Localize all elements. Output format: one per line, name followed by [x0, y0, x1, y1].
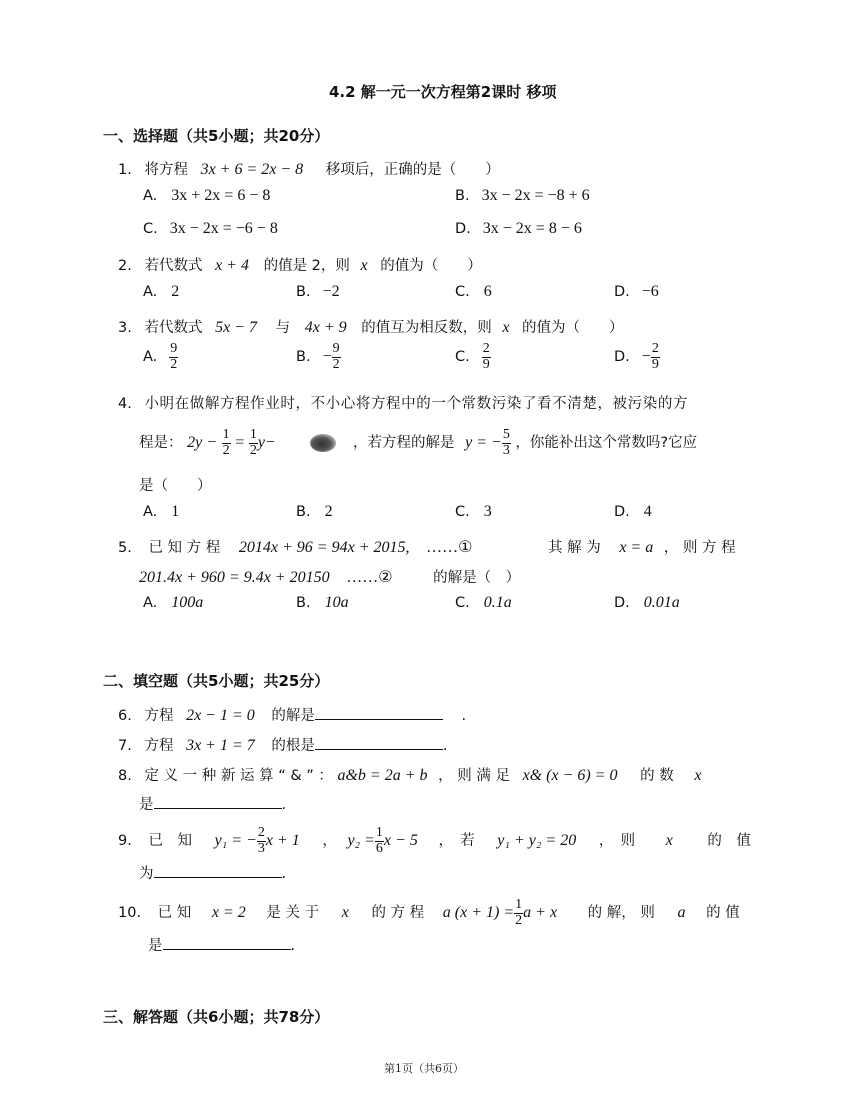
option-label: D. [455, 221, 471, 237]
question-text: 的 值 [707, 833, 751, 850]
period: . [461, 708, 467, 724]
equation: x + 1 [265, 832, 300, 850]
equation-marker: ……② [346, 569, 393, 586]
answer-blank[interactable] [154, 794, 282, 809]
question-9 [118, 826, 751, 856]
question-text: 的 解， 则 [587, 905, 655, 922]
option-label: D. [614, 284, 630, 300]
question-4-line-3: 是（ ） [139, 478, 212, 494]
question-6 [118, 704, 466, 725]
question-2 [118, 254, 482, 275]
equation-marker: ……① [426, 539, 473, 556]
option-label: B. [296, 595, 311, 611]
period: . [290, 938, 296, 954]
section-heading-choice: 一、选择题（共5小题；共20分） [103, 127, 330, 145]
option-a[interactable] [143, 342, 178, 372]
option-label: A. [143, 595, 158, 611]
fraction: $\frac{2}{9}$ [651, 341, 659, 372]
option-a[interactable] [143, 283, 179, 301]
fraction: $\frac{2}{3}$ [257, 825, 265, 856]
question-text: 是 [139, 797, 154, 813]
option-label: B. [296, 284, 311, 300]
question-text: 方程 [144, 738, 174, 754]
question-text: ，你能补出这个常数吗?它应 [515, 435, 698, 452]
equation: 2014x + 96 = 94x + 2015, [238, 539, 410, 556]
question-text: 是 关 于 [266, 905, 320, 922]
option-c[interactable] [455, 503, 492, 521]
option-c[interactable] [143, 220, 278, 238]
question-3 [118, 316, 624, 337]
question-text: ，若方程的解是 [353, 435, 455, 452]
option-label: B. [296, 349, 311, 366]
question-text: 的值是 2，则 [263, 258, 350, 274]
solution: x = a [619, 539, 654, 556]
fraction: $\frac{9}{2}$ [170, 341, 178, 372]
solution: y = − [465, 434, 502, 452]
option-d[interactable] [455, 220, 582, 238]
expression: 5x − 7 [215, 319, 257, 336]
option-value: 6 [483, 283, 492, 300]
option-value: 3x + 2x = 6 − 8 [171, 187, 271, 204]
option-value: 1 [171, 503, 180, 520]
equation: x = 2 [211, 904, 246, 922]
option-value: 0.1a [483, 594, 512, 611]
option-d[interactable] [614, 594, 680, 612]
option-b[interactable] [296, 594, 349, 612]
option-label: B. [455, 188, 470, 204]
question-text: 小明在做解方程作业时，不小心将方程中的一个常数污染了看不清楚，被污染的方 [144, 396, 689, 412]
option-label: A. [143, 284, 158, 300]
question-text: 的根是 [271, 738, 315, 754]
question-text: 的值互为相反数，则 [361, 320, 492, 336]
option-label: C. [455, 504, 470, 520]
question-10 [118, 898, 740, 928]
option-d[interactable] [614, 283, 659, 301]
option-a[interactable] [143, 594, 203, 612]
question-text: 的 值 [706, 905, 740, 922]
comma: ， [322, 833, 337, 850]
question-5 [118, 536, 472, 557]
question-text: 其 解 为 [548, 540, 601, 556]
option-label: C. [455, 349, 470, 366]
question-text: ， 则 方 程 [663, 540, 736, 556]
question-1 [118, 158, 500, 179]
question-text: ， 则 [598, 833, 636, 850]
section-heading-fill-in: 二、填空题（共5小题；共25分） [103, 672, 330, 690]
page-title: 4.2 解一元一次方程第2课时 移项 [329, 83, 557, 101]
question-number: 8. [118, 768, 132, 784]
equation: y₁ = − [214, 832, 257, 850]
period: . [281, 866, 287, 882]
option-value: 2 [171, 283, 180, 300]
question-text: 为 [139, 866, 154, 882]
option-value: 3x − 2x = −8 + 6 [481, 187, 590, 204]
question-8 [118, 764, 701, 785]
question-text: 与 [275, 320, 291, 336]
question-text: 的值为（ ） [522, 320, 624, 336]
fraction: $\frac{5}{3}$ [502, 427, 510, 458]
variable: x [341, 904, 349, 922]
definition: a&b = 2a + b [337, 767, 428, 784]
equation: x − 5 [383, 832, 418, 850]
question-text: ， 若 [438, 833, 475, 850]
equals: = [235, 434, 245, 452]
option-c[interactable] [455, 342, 491, 372]
option-label: C. [455, 284, 470, 300]
answer-blank[interactable] [315, 705, 443, 720]
option-c[interactable] [455, 594, 512, 612]
question-text: 的 数 [640, 768, 674, 784]
equation: 201.4x + 960 = 9.4x + 20150 [139, 569, 330, 586]
question-number: 1. [118, 162, 132, 178]
variable: x [502, 319, 510, 336]
equation: 3x + 1 = 7 [186, 737, 255, 754]
question-4 [118, 392, 688, 413]
question-text: 的解是 [271, 708, 315, 724]
question-number: 7. [118, 738, 132, 754]
period: . [442, 738, 448, 754]
equation: 2y − [187, 434, 218, 452]
sign: − [641, 348, 651, 366]
variable: x [360, 257, 368, 274]
fraction: $\frac{1}{6}$ [375, 825, 383, 856]
option-a[interactable] [143, 503, 179, 521]
page-footer: 第1页（共6页） [384, 1062, 464, 1075]
question-5-solution [548, 536, 736, 557]
equation: a + x [523, 904, 558, 922]
answer-blank[interactable] [315, 735, 443, 750]
question-7 [118, 734, 447, 755]
ink-smudge-image [310, 434, 336, 452]
equation: y₂ = [347, 832, 375, 850]
option-label: B. [296, 504, 311, 520]
question-number: 6. [118, 708, 132, 724]
question-text: 是 [148, 938, 163, 954]
question-text: 若代数式 [144, 320, 203, 336]
question-text: 方程 [144, 708, 174, 724]
option-value: 0.01a [643, 594, 680, 611]
option-b[interactable] [296, 503, 333, 521]
question-text: 已 知 [148, 833, 192, 850]
question-number: 2. [118, 258, 132, 274]
option-label: A. [143, 504, 158, 520]
equation: a (x + 1) = [442, 904, 515, 922]
question-number: 3. [118, 320, 132, 336]
question-text: 的解是（ ） [433, 570, 521, 586]
equation: y₁ + y₂ = 20 [497, 832, 577, 850]
option-label: C. [455, 595, 470, 611]
equation: 2x − 1 = 0 [186, 707, 255, 724]
option-value: 3x − 2x = 8 − 6 [482, 220, 582, 237]
option-value: 10a [324, 594, 349, 611]
option-label: A. [143, 188, 158, 204]
question-8-line-2 [139, 793, 286, 814]
option-value: 100a [171, 594, 204, 611]
fraction: $\frac{9}{2}$ [332, 341, 340, 372]
option-label: D. [614, 595, 630, 611]
question-number: 5. [118, 540, 132, 556]
answer-blank[interactable] [154, 863, 282, 878]
question-text: 移项后，正确的是（ ） [325, 162, 500, 178]
option-label: D. [614, 504, 630, 520]
question-text: 的 方 程 [371, 905, 425, 922]
option-value: 4 [643, 503, 652, 520]
question-number: 4. [118, 396, 132, 412]
question-number: 10. [118, 905, 142, 922]
option-value: 2 [324, 503, 333, 520]
question-text: ， 则 满 足 [438, 768, 510, 784]
variable: x [665, 832, 673, 850]
option-label: D. [614, 349, 630, 366]
sign: − [322, 348, 332, 366]
option-d[interactable] [614, 503, 652, 521]
question-text: 已 知 方 程 [148, 540, 221, 556]
option-b[interactable] [296, 342, 341, 372]
option-a[interactable] [143, 187, 270, 205]
section-heading-answer: 三、解答题（共6小题；共78分） [103, 1008, 330, 1026]
fraction: $\frac{2}{9}$ [482, 341, 490, 372]
option-c[interactable] [455, 283, 492, 301]
expression: 4x + 9 [304, 319, 347, 336]
question-10-line-2 [148, 934, 295, 955]
expression: x + 4 [215, 257, 249, 274]
answer-blank[interactable] [163, 935, 291, 950]
variable: a [677, 904, 686, 922]
option-label: A. [143, 349, 158, 366]
condition: x& (x − 6) = 0 [522, 767, 618, 784]
question-5-line-2 [139, 566, 520, 587]
period: . [281, 797, 287, 813]
question-number: 9. [118, 833, 132, 850]
question-text: 定 义 一 种 新 运 算 “ & ” ： [144, 768, 333, 784]
question-text: 的值为（ ） [380, 258, 482, 274]
question-9-line-2 [139, 862, 286, 883]
option-value: 3 [483, 503, 492, 520]
option-value: −6 [641, 283, 659, 300]
question-4-line-2 [139, 428, 697, 458]
option-value: −2 [322, 283, 340, 300]
option-d[interactable] [614, 342, 660, 372]
equation: 3x + 6 = 2x − 8 [200, 161, 304, 178]
equation: y− [257, 434, 276, 452]
question-text: 已 知 [157, 905, 192, 922]
question-text: 若代数式 [144, 258, 203, 274]
option-b[interactable] [296, 283, 340, 301]
fraction: $\frac{1}{2}$ [249, 427, 257, 458]
variable: x [694, 767, 702, 784]
question-text: 程是： [139, 435, 183, 452]
option-b[interactable] [455, 187, 590, 205]
question-text: 将方程 [144, 162, 188, 178]
option-label: C. [143, 221, 158, 237]
fraction: $\frac{1}{2}$ [515, 897, 523, 928]
fraction: $\frac{1}{2}$ [222, 427, 230, 458]
option-value: 3x − 2x = −6 − 8 [169, 220, 278, 237]
